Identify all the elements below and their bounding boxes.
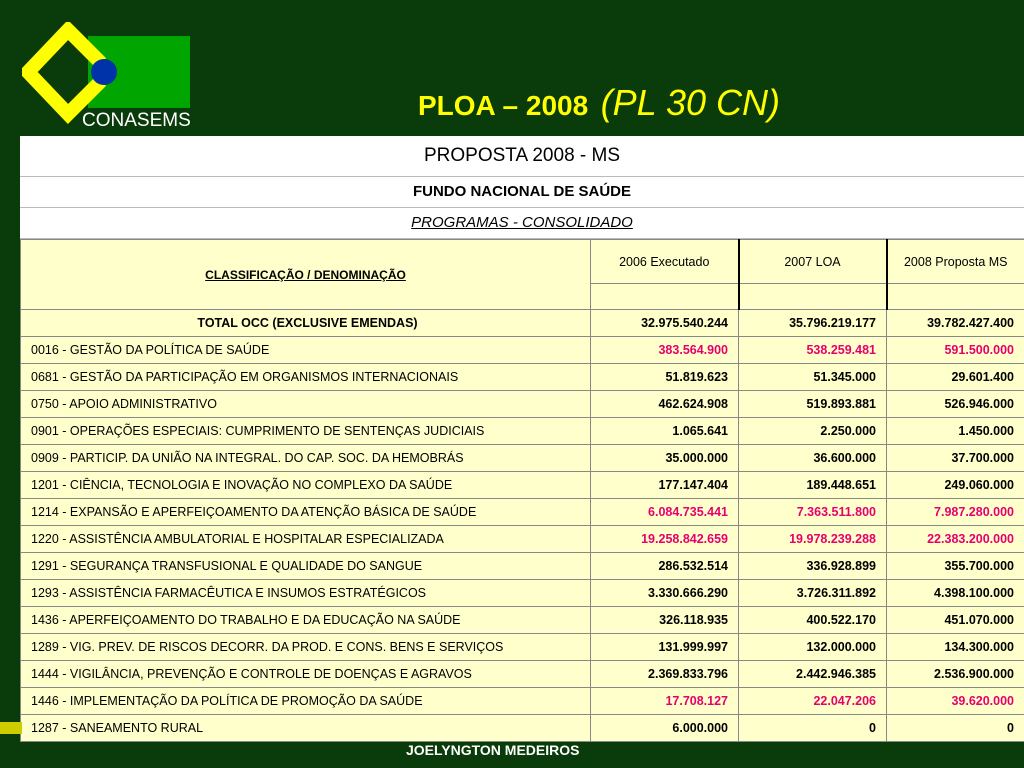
cell-2008: 1.450.000 <box>887 418 1024 445</box>
cell-2006: 19.258.842.659 <box>591 526 739 553</box>
cell-2007: 51.345.000 <box>739 364 887 391</box>
row-label: 1201 - CIÊNCIA, TECNOLOGIA E INOVAÇÃO NO COMPLEXO DA SAÚDE <box>21 472 591 499</box>
cell-2007: 519.893.881 <box>739 391 887 418</box>
row-label: 1214 - EXPANSÃO E APERFEIÇOAMENTO DA ATENÇÃO BÁSICA DE SAÚDE <box>21 499 591 526</box>
cell-2008: 591.500.000 <box>887 337 1024 364</box>
footer-author: JOELYNGTON MEDEIROS <box>406 742 580 758</box>
header-spacer-2 <box>739 284 887 310</box>
row-label: 0681 - GESTÃO DA PARTICIPAÇÃO EM ORGANISMOS INTERNACIONAIS <box>21 364 591 391</box>
cell-2008: 4.398.100.000 <box>887 580 1024 607</box>
table-row <box>21 499 1024 526</box>
table-row <box>21 391 1024 418</box>
table-row <box>21 337 1024 364</box>
cell-2007: 36.600.000 <box>739 445 887 472</box>
cell-2006: 32.975.540.244 <box>591 310 739 337</box>
header-2008: 2008 Proposta MS <box>887 240 1024 284</box>
table-row <box>21 634 1024 661</box>
banner-programas: PROGRAMAS - CONSOLIDADO <box>20 208 1024 239</box>
table-row <box>21 607 1024 634</box>
cell-2006: 2.369.833.796 <box>591 661 739 688</box>
cell-2006: 51.819.623 <box>591 364 739 391</box>
row-label: 1287 - SANEAMENTO RURAL <box>21 715 591 742</box>
cell-2007: 400.522.170 <box>739 607 887 634</box>
cell-2006: 177.147.404 <box>591 472 739 499</box>
row-label: 1436 - APERFEIÇOAMENTO DO TRABALHO E DA EDUCAÇÃO NA SAÚDE <box>21 607 591 634</box>
cell-2006: 3.330.666.290 <box>591 580 739 607</box>
banner-proposta: PROPOSTA 2008 - MS <box>20 136 1024 177</box>
decorative-bar <box>0 722 22 734</box>
table-row <box>21 364 1024 391</box>
header-2007: 2007 LOA <box>739 240 887 284</box>
slide-title-main: PLOA – 2008 <box>418 90 589 121</box>
header-spacer-1 <box>591 284 739 310</box>
cell-2008: 451.070.000 <box>887 607 1024 634</box>
row-label: 1220 - ASSISTÊNCIA AMBULATORIAL E HOSPITALAR ESPECIALIZADA <box>21 526 591 553</box>
cell-2007: 132.000.000 <box>739 634 887 661</box>
cell-2008: 134.300.000 <box>887 634 1024 661</box>
cell-2007: 2.250.000 <box>739 418 887 445</box>
budget-table <box>20 239 1024 742</box>
slide-title-sub: (PL 30 CN) <box>600 82 781 123</box>
cell-2008: 29.601.400 <box>887 364 1024 391</box>
row-label: 0909 - PARTICIP. DA UNIÃO NA INTEGRAL. DO CAP. SOC. DA HEMOBRÁS <box>21 445 591 472</box>
row-label: 0016 - GESTÃO DA POLÍTICA DE SAÚDE <box>21 337 591 364</box>
cell-2008: 0 <box>887 715 1024 742</box>
cell-2007: 7.363.511.800 <box>739 499 887 526</box>
table-row <box>21 661 1024 688</box>
cell-2008: 355.700.000 <box>887 553 1024 580</box>
cell-2008: 2.536.900.000 <box>887 661 1024 688</box>
cell-2007: 538.259.481 <box>739 337 887 364</box>
row-label: 1444 - VIGILÂNCIA, PREVENÇÃO E CONTROLE DE DOENÇAS E AGRAVOS <box>21 661 591 688</box>
logo-text: CONASEMS <box>82 110 191 131</box>
table-row <box>21 553 1024 580</box>
row-label: 0750 - APOIO ADMINISTRATIVO <box>21 391 591 418</box>
slide-title <box>418 82 780 124</box>
table-row <box>21 526 1024 553</box>
table-row <box>21 445 1024 472</box>
cell-2008: 249.060.000 <box>887 472 1024 499</box>
cell-2007: 0 <box>739 715 887 742</box>
cell-2007: 2.442.946.385 <box>739 661 887 688</box>
cell-2008: 37.700.000 <box>887 445 1024 472</box>
row-label: 1446 - IMPLEMENTAÇÃO DA POLÍTICA DE PROMOÇÃO DA SAÚDE <box>21 688 591 715</box>
table-row <box>21 472 1024 499</box>
row-label: 1289 - VIG. PREV. DE RISCOS DECORR. DA PROD. E CONS. BENS E SERVIÇOS <box>21 634 591 661</box>
cell-2008: 39.620.000 <box>887 688 1024 715</box>
cell-2007: 22.047.206 <box>739 688 887 715</box>
cell-2007: 189.448.651 <box>739 472 887 499</box>
row-label: 1293 - ASSISTÊNCIA FARMACÊUTICA E INSUMOS ESTRATÉGICOS <box>21 580 591 607</box>
banner-fundo: FUNDO NACIONAL DE SAÚDE <box>20 177 1024 208</box>
cell-2008: 39.782.427.400 <box>887 310 1024 337</box>
table-row <box>21 310 1024 337</box>
cell-2008: 526.946.000 <box>887 391 1024 418</box>
cell-2006: 286.532.514 <box>591 553 739 580</box>
budget-table-body <box>21 310 1024 742</box>
cell-2007: 19.978.239.288 <box>739 526 887 553</box>
cell-2006: 383.564.900 <box>591 337 739 364</box>
row-label: 0901 - OPERAÇÕES ESPECIAIS: CUMPRIMENTO DE SENTENÇAS JUDICIAIS <box>21 418 591 445</box>
cell-2007: 35.796.219.177 <box>739 310 887 337</box>
header-spacer-3 <box>887 284 1024 310</box>
cell-2006: 6.000.000 <box>591 715 739 742</box>
cell-2006: 17.708.127 <box>591 688 739 715</box>
budget-table-container <box>20 136 1024 742</box>
row-label: TOTAL OCC (EXCLUSIVE EMENDAS) <box>21 310 591 337</box>
table-row <box>21 580 1024 607</box>
cell-2006: 462.624.908 <box>591 391 739 418</box>
cell-2008: 22.383.200.000 <box>887 526 1024 553</box>
table-row <box>21 418 1024 445</box>
table-row <box>21 688 1024 715</box>
header-classificacao: CLASSIFICAÇÃO / DENOMINAÇÃO <box>21 240 591 310</box>
cell-2006: 131.999.997 <box>591 634 739 661</box>
cell-2008: 7.987.280.000 <box>887 499 1024 526</box>
cell-2006: 6.084.735.441 <box>591 499 739 526</box>
cell-2006: 35.000.000 <box>591 445 739 472</box>
row-label: 1291 - SEGURANÇA TRANSFUSIONAL E QUALIDADE DO SANGUE <box>21 553 591 580</box>
cell-2007: 3.726.311.892 <box>739 580 887 607</box>
cell-2006: 326.118.935 <box>591 607 739 634</box>
cell-2007: 336.928.899 <box>739 553 887 580</box>
cell-2006: 1.065.641 <box>591 418 739 445</box>
table-row <box>21 715 1024 742</box>
header-2006: 2006 Executado <box>591 240 739 284</box>
